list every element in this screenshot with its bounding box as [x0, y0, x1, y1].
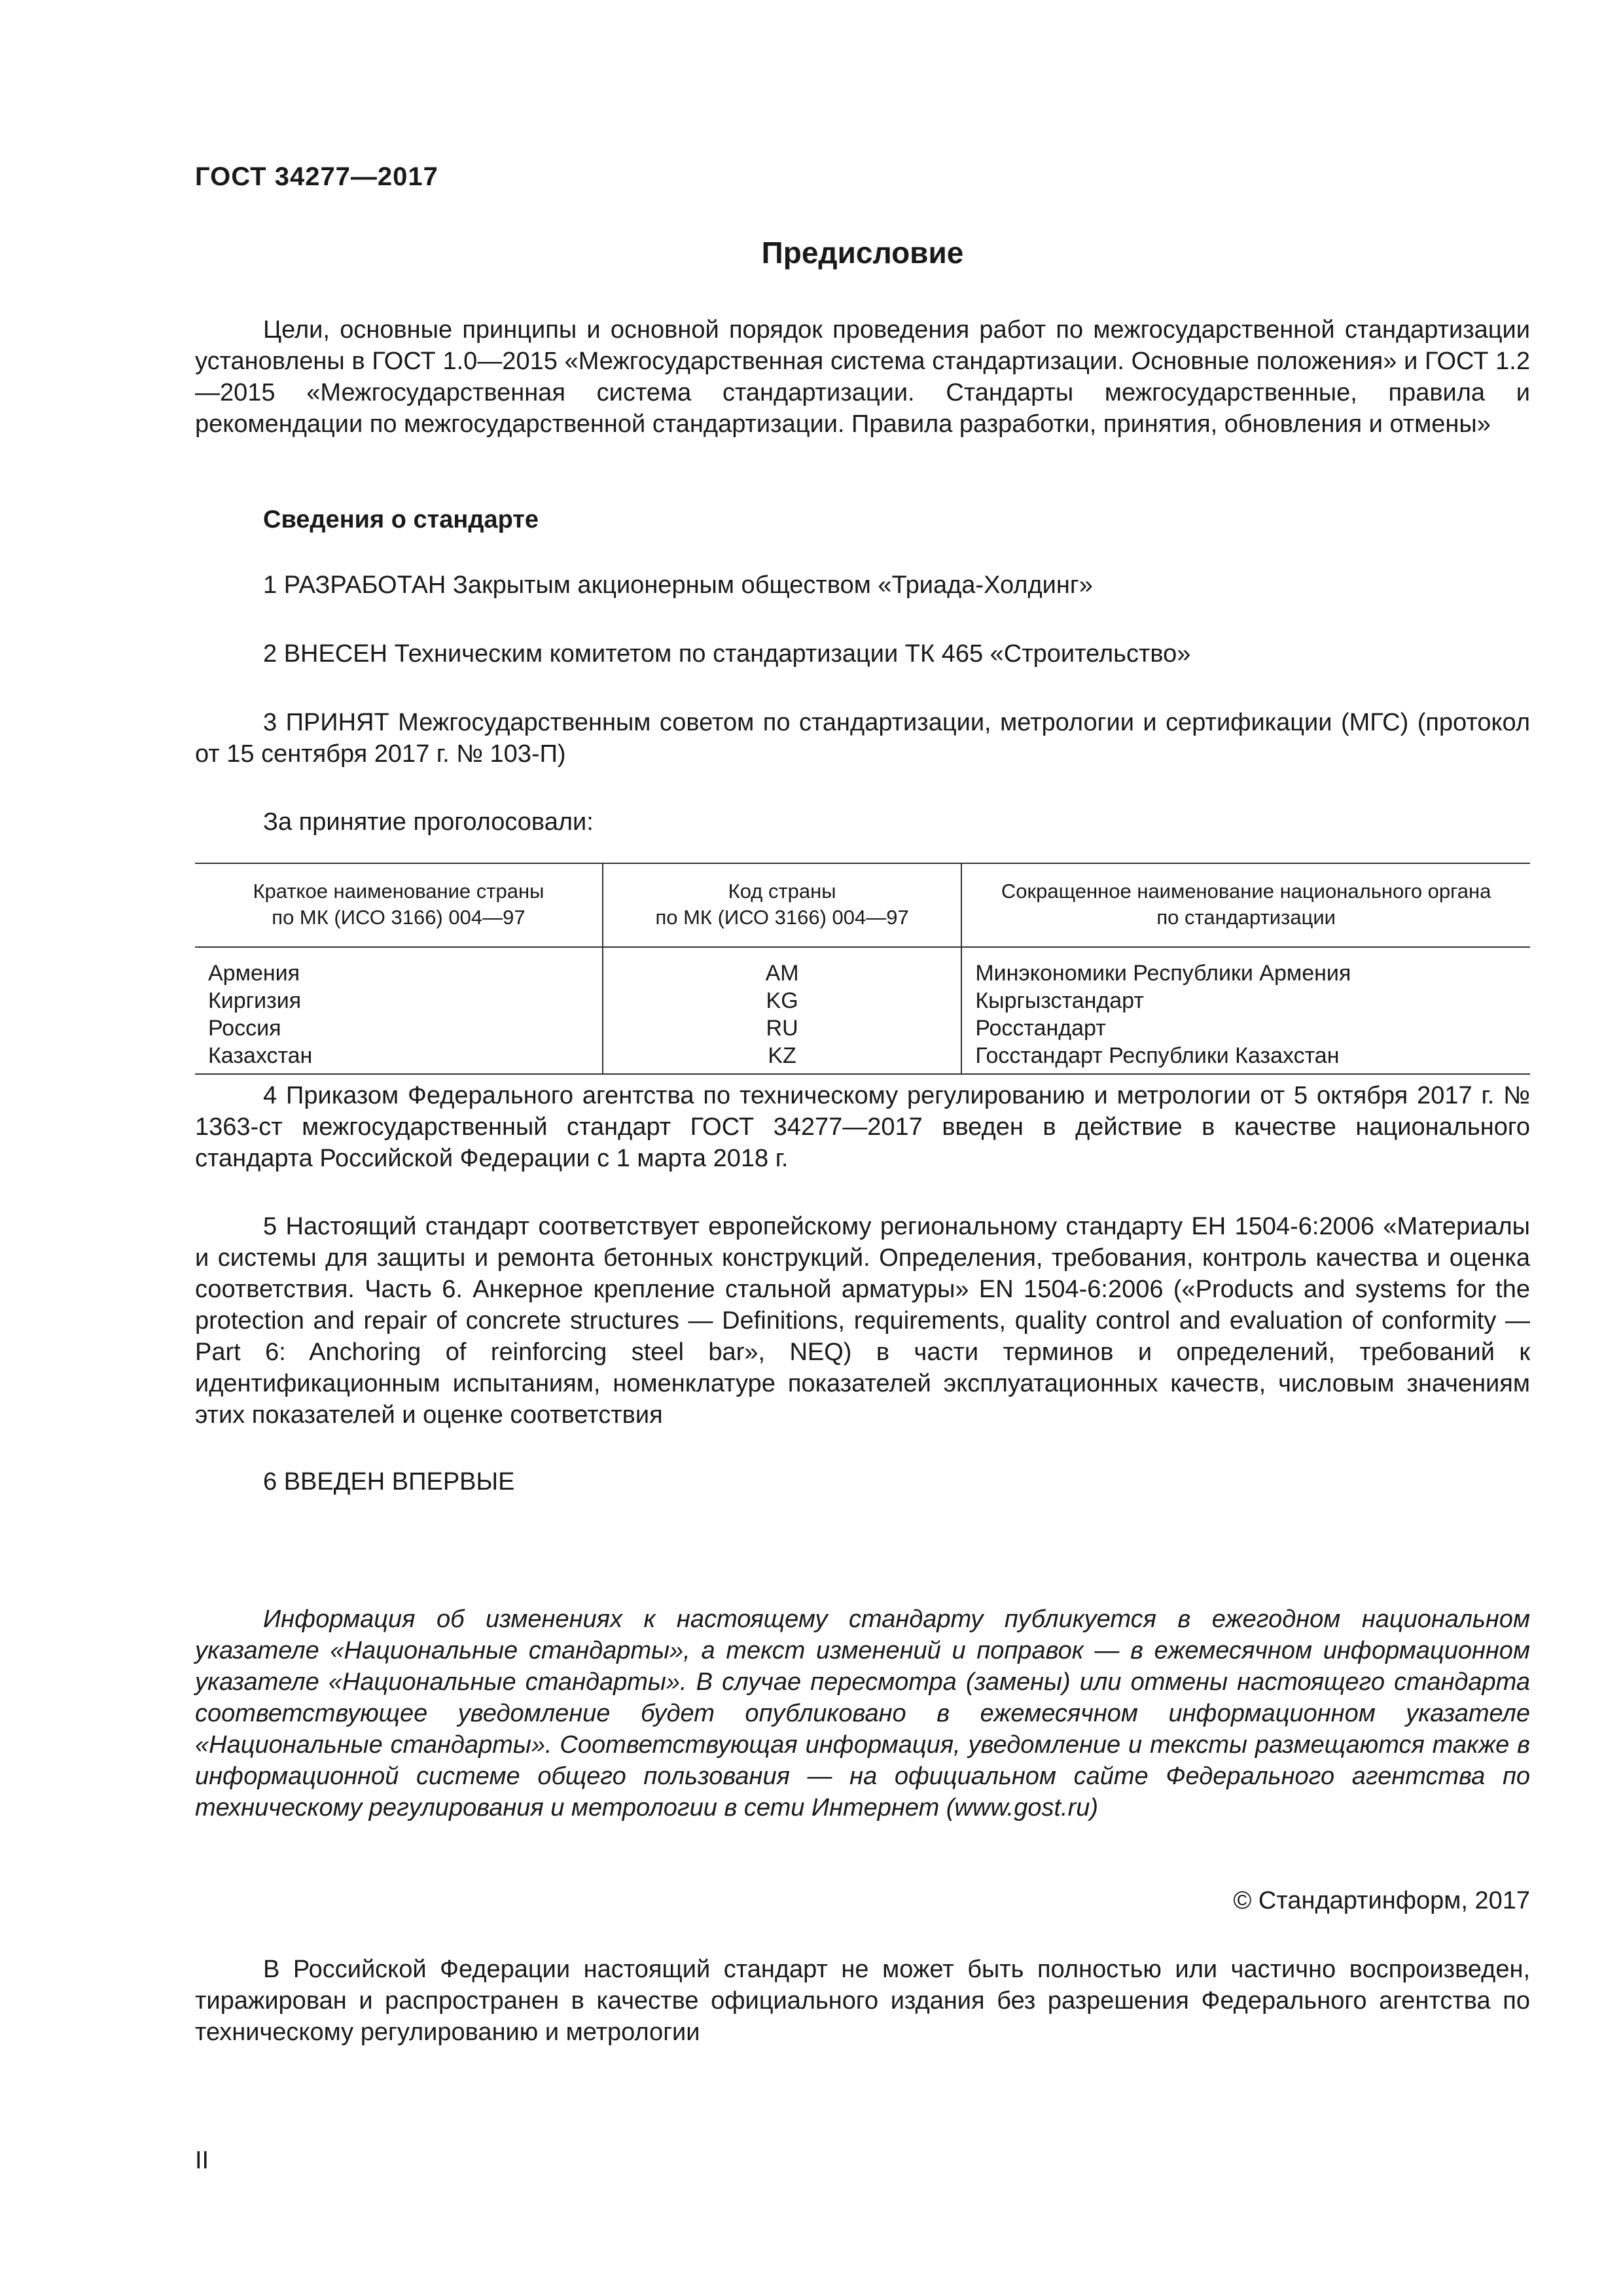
table-row	[195, 1042, 1530, 1074]
rights-paragraph: В Российской Федерации настоящий стандарт не может быть полностью или частично воспроизведен, тиражирован и распространен в качестве официального издания без разрешения Федерального агентства по техническому регулированию и метрологии	[195, 1956, 1530, 2046]
item-6-first-introduced: 6 ВВЕДЕН ВПЕРВЫЕ	[263, 1468, 515, 1496]
body-cell: Минэкономики Республики Армения	[961, 947, 1530, 987]
table-row	[195, 1014, 1530, 1042]
changes-info-paragraph: Информация об изменениях к настоящему стандарту публикуется в ежегодном национальном указателе «Национальные стандарты», а текст изменений и поправок — в ежемесячном информационном указателе «Национальные стандарты». В случае пересмотра (замены) или отмены настоящего стандарта соответствующее уведомление будет опубликовано в ежемесячном информационном указателе «Национальные стандарты». Соответствующая информация, уведомление и тексты размещаются также в информационной системе общего пользования — на официальном сайте Федерального агентства по техническому регулирования и метрологии в сети Интернет (www.gost.ru)	[195, 1605, 1530, 1821]
body-cell: Госстандарт Республики Казахстан	[961, 1042, 1530, 1074]
country-cell: Казахстан	[195, 1042, 603, 1074]
page-number: II	[195, 2147, 209, 2174]
page-title: Предисловие	[761, 236, 964, 270]
item-5-conformity: 5 Настоящий стандарт соответствует европейскому региональному стандарту ЕН 1504-6:2006 «Материалы и системы для защиты и ремонта бетонных конструкций. Определения, требования, контроль качества и оценка соответствия. Часть 6. Анкерное крепление стальной арматуры» EN 1504-6:2006 («Products and systems for the protection and repair of concrete structures — Definitions, requirements, quality control and evaluation of conformity — Part 6: Anchoring of reinforcing steel bar», NEQ) в части терминов и определений, требований к идентификационным испытаниям, номенклатуре показателей эксплуатационных качеств, числовым значениям этих показателей и оценке соответствия	[195, 1213, 1530, 1429]
code-cell: AM	[603, 947, 961, 987]
body-cell: Кыргызстандарт	[961, 987, 1530, 1014]
header-country-name: Краткое наименование страны по МК (ИСО 3166) 004—97	[195, 863, 603, 947]
standard-info-heading: Сведения о стандарте	[263, 506, 539, 533]
code-cell: KG	[603, 987, 961, 1014]
copyright-line: © Стандартинформ, 2017	[1233, 1887, 1530, 1914]
voted-label: За принятие проголосовали:	[263, 808, 594, 836]
country-cell: Россия	[208, 1016, 281, 1041]
item-2-introduced: 2 ВНЕСЕН Техническим комитетом по стандартизации ТК 465 «Строительство»	[263, 640, 1191, 668]
table-row	[195, 987, 1530, 1014]
item-3-adopted: 3 ПРИНЯТ Межгосударственным советом по стандартизации, метрологии и сертификации (МГС) (протокол от 15 сентября 2017 г. № 103-П)	[195, 709, 1530, 768]
votes-table	[195, 863, 1530, 1075]
item-4-order: 4 Приказом Федерального агентства по техническому регулированию и метрологии от 5 октября 2017 г. № 1363-ст межгосударственный стандарт ГОСТ 34277—2017 введен в действие в качестве национального стандарта Российской Федерации с 1 марта 2018 г.	[195, 1082, 1530, 1172]
country-cell: Киргизия	[208, 988, 302, 1013]
table-header-row	[195, 863, 1530, 947]
country-cell: Армения	[208, 961, 300, 986]
item-1-developed: 1 РАЗРАБОТАН Закрытым акционерным обществом «Триада-Холдинг»	[263, 571, 1093, 599]
document-code: ГОСТ 34277—2017	[195, 162, 438, 191]
header-country-code: Код страны по МК (ИСО 3166) 004—97	[603, 863, 961, 947]
header-national-body: Сокращенное наименование национального органа по стандартизации	[961, 863, 1530, 947]
body-cell: Росстандарт	[961, 1014, 1530, 1042]
intro-paragraph: Цели, основные принципы и основной порядок проведения работ по межгосударственной стандартизации установлены в ГОСТ 1.0—2015 «Межгосударственная система стандартизации. Основные положения» и ГОСТ 1.2—2015 «Межгосударственная система стандартизации. Стандарты межгосударственные, правила и рекомендации по межгосударственной стандартизации. Правила разработки, принятия, обновления и отмены»	[195, 316, 1530, 438]
table-row	[195, 947, 1530, 987]
code-cell: KZ	[603, 1042, 961, 1074]
code-cell: RU	[603, 1014, 961, 1042]
